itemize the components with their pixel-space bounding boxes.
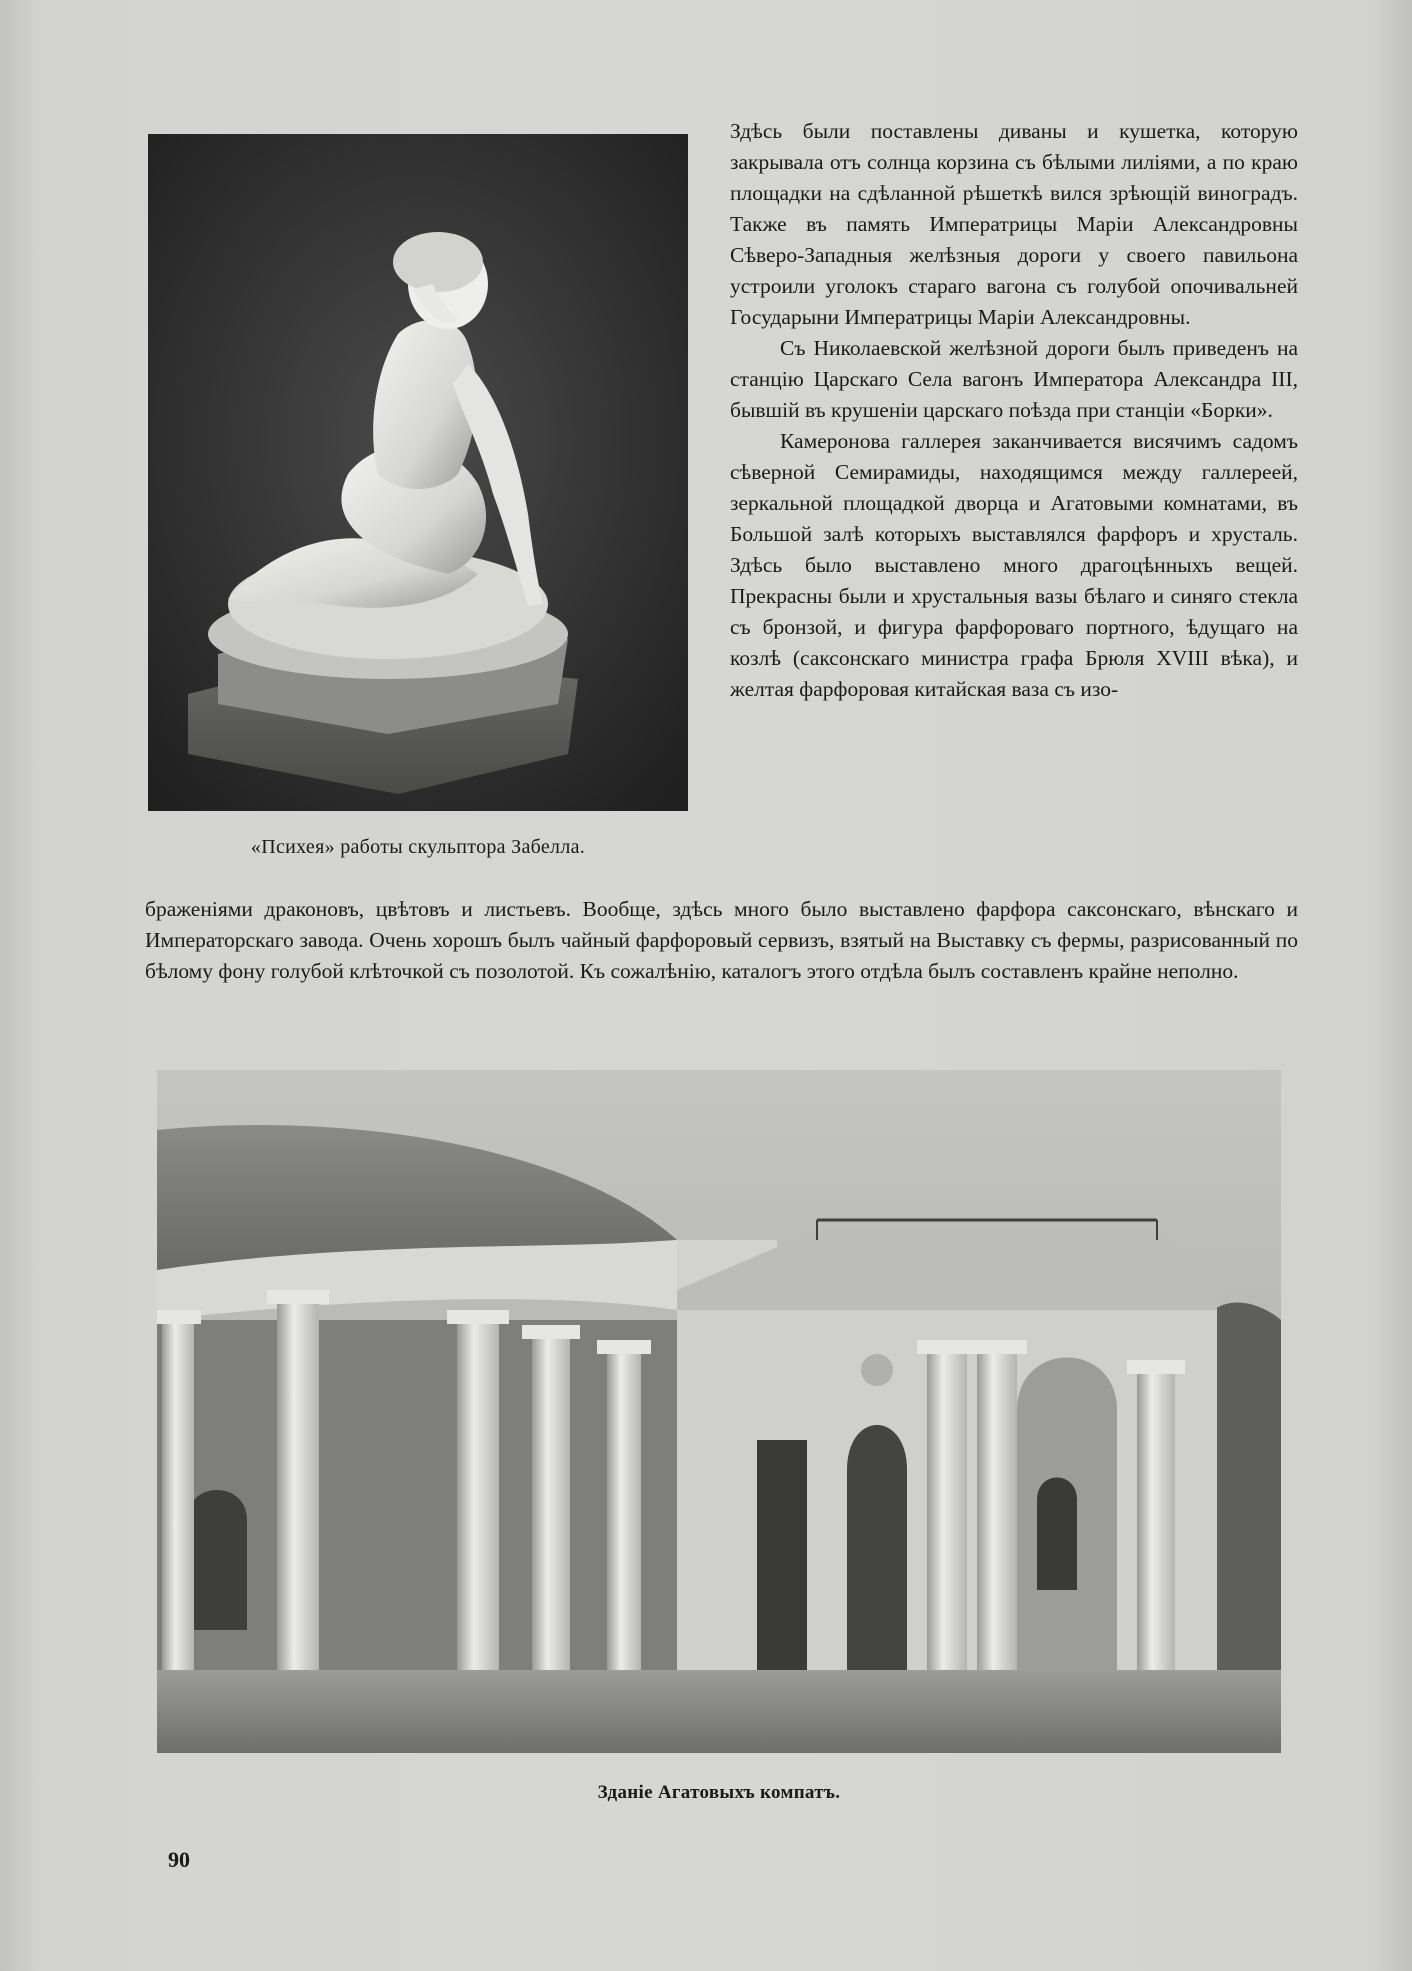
building-caption: Зданіе Агатовыхъ компатъ. [597,1782,841,1803]
paragraph-1: Здѣсь были поставлены диваны и кушетка, которую закрывала отъ солнца корзина съ бѣлыми лиліями, а по краю площадки на сдѣланной рѣшеткѣ вился зрѣющій виноградъ. Также въ память Императрицы Маріи Александровны Сѣверо-Западныя желѣзныя дороги у своего павильона устроили уголокъ стараго вагона съ голубой опочивальней Государыни Императрицы Маріи Александровны. [730,119,1298,329]
statue-caption: «Психея» работы скульптора Забелла. [250,836,586,858]
paragraph-3: Камеронова галлерея заканчивается висячимъ садомъ сѣверной Семирамиды, находящимся между галлереей, зеркальной площадкой дворца и Агатовыми комнатами, въ Большой залѣ которыхъ выставлялся фарфоръ и хрусталь. Здѣсь было выставлено много драгоцѣнныхъ вещей. Прекрасны были и хрустальныя вазы бѣлаго и синяго стекла съ бронзой, и фигура фарфороваго портного, ѣдущаго на козлѣ (саксонскаго министра графа Брюля XVIII вѣка), и желтая фарфоровая китайская ваза съ изо- [730,429,1298,701]
building-illustration [157,1070,1281,1753]
full-width-text [145,894,1298,987]
column-text [730,116,1298,705]
page-number: 90 [168,1847,190,1872]
paragraph-continuation: браженіями драконовъ, цвѣтовъ и листьевъ. Вообще, здѣсь много было выставлено фарфора саксонскаго, вѣнскаго и Императорскаго завода. Очень хорошъ былъ чайный фарфоровый сервизъ, взятый на Выставку съ фермы, разрисованный по бѣлому фону голубой клѣточкой съ позолотой. Къ сожалѣнію, каталогъ этого отдѣла былъ составленъ крайне неполно. [145,897,1298,983]
paragraph-2: Съ Николаевской желѣзной дороги былъ приведенъ на станцію Царскаго Села вагонъ Императора Александра III, бывшій въ крушеніи царскаго поѣзда при станціи «Борки». [730,336,1298,422]
psyche-statue-photo [148,134,688,811]
agate-rooms-building-photo [157,1070,1281,1753]
statue-illustration [148,134,688,811]
